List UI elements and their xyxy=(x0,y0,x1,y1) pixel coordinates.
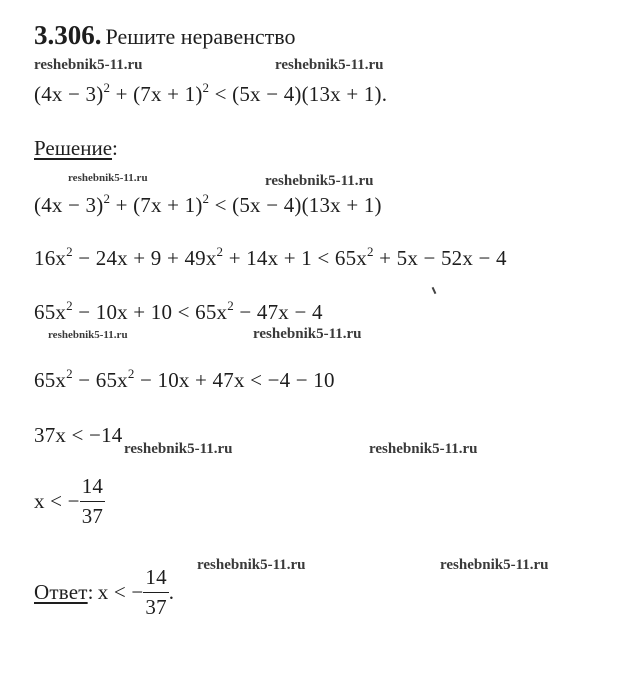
watermark: reshebnik5-11.ru xyxy=(275,57,384,73)
watermark: reshebnik5-11.ru xyxy=(34,57,143,73)
answer-label: Ответ xyxy=(34,580,88,604)
watermark: reshebnik5-11.ru xyxy=(124,441,233,457)
solution-step-3: $65x^2 - 10x + 10 < 65x^2 - 47x - 4$ xyxy=(34,298,323,324)
solution-step-1: $(4x - 3)^2 + (7x + 1)^2 < (5x - 4)(13x + 1)$ xyxy=(34,191,382,217)
problem-instruction: Решите неравенство xyxy=(105,24,296,49)
watermark: reshebnik5-11.ru xyxy=(369,441,478,457)
problem-inequality: $(4x - 3)^2 + (7x + 1)^2 < (5x - 4)(13x + 1)$. xyxy=(34,80,388,106)
scan-mark xyxy=(432,287,437,294)
watermark: reshebnik5-11.ru xyxy=(253,326,362,342)
solution-label: Решение: xyxy=(34,136,118,160)
problem-number: 3.306. xyxy=(34,20,102,50)
watermark: reshebnik5-11.ru xyxy=(48,329,128,341)
solution-step-5: 37x < −14 xyxy=(34,423,123,447)
watermark: reshebnik5-11.ru xyxy=(197,557,306,573)
problem-header xyxy=(34,20,296,51)
watermark: reshebnik5-11.ru xyxy=(440,557,549,573)
watermark: reshebnik5-11.ru xyxy=(68,172,148,184)
solution-step-2: $16x^2 - 24x + 9 + 49x^2 + 14x + 1 < 65x^2 + 5x - 52x - 4$ xyxy=(34,244,507,270)
solution-step-4: $65x^2 - 65x^2 - 10x + 47x < -4 - 10$ xyxy=(34,366,335,392)
answer: Ответ : x < − $\frac{14}{37}$ . xyxy=(34,565,175,619)
fraction: $\frac{14}{37}$ xyxy=(81,474,104,528)
watermark: reshebnik5-11.ru xyxy=(265,173,374,189)
answer-fraction: $\frac{14}{37}$ xyxy=(145,565,167,619)
solution-step-6: x < − $\frac{14}{37}$ xyxy=(34,474,104,528)
